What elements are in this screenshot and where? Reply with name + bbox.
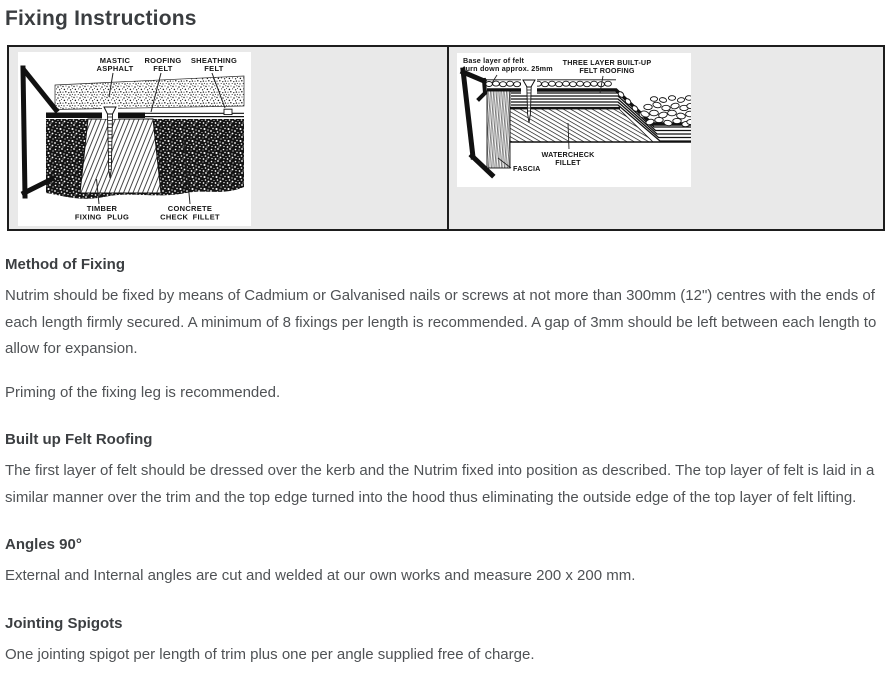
section-paragraph: Nutrim should be fixed by means of Cadmium or Galvanised nails or screws at not more than 300mm (12") centres with the ends of each length firmly secured. A minimum of 8 fixings per length is recommended. A gap of 3mm should be left between each length to allow for expansion. [5,287,877,357]
section-heading: Jointing Spigots [5,614,123,632]
section-angles-90 [5,536,887,590]
mastic-asphalt-layer [55,76,244,110]
fascia-board [487,91,510,168]
section-built-up-felt-roofing [5,431,887,511]
label-mastic-asphalt: MASTIC [99,56,131,65]
page-title: Fixing Instructions [5,7,197,30]
label-base-layer-2: turn down approx. 25mm [463,64,553,73]
figure-cell-left [9,47,449,229]
label-roofing-felt: ROOFING [144,56,182,65]
label-mastic-asphalt-2: ASPHALT [96,64,134,73]
section-heading: Built up Felt Roofing [5,431,153,448]
label-concrete-fillet: CONCRETE [167,204,213,213]
figure-table [7,45,885,231]
stone-chippings [640,96,691,127]
section-paragraph: One jointing spigot per length of trim plus one per angle supplied free of charge. [5,645,535,663]
section-method-of-fixing [5,256,887,406]
label-sheathing-felt: SHEATHING [190,56,238,65]
label-timber-plug: TIMBER [86,204,118,213]
figure-cell-right [449,47,883,229]
section-heading: Method of Fixing [5,256,125,273]
sheathing-felt-notch [224,109,232,114]
label-watercheck-2: FILLET [555,158,581,167]
label-three-layer-2: FELT ROOFING [579,66,635,75]
section-paragraph: The first layer of felt should be dressed over the kerb and the Nutrim fixed into position as described. The top layer of felt is laid in a similar manner over the trim and the top edge turned into the hood thus eliminating the outside edge of the top layer of felt lifting. [5,462,875,506]
asphalt-roof-edge-diagram [18,52,251,226]
label-three-layer: THREE LAYER BUILT-UP [562,58,652,67]
label-watercheck: WATERCHECK [541,150,595,159]
roofing-felt-strip [46,113,244,119]
section-heading: Angles 90° [5,536,82,553]
label-fascia: FASCIA [513,164,541,173]
section-paragraph: External and Internal angles are cut and welded at our own works and measure 200 x 200 mm. [5,567,636,584]
section-jointing-spigots [5,615,887,669]
felt-roof-edge-diagram [457,53,691,187]
section-paragraph: Priming of the fixing leg is recommended. [5,383,281,401]
label-sheathing-felt-2: FELT [204,64,224,73]
label-roofing-felt-2: FELT [153,64,173,73]
label-concrete-fillet-2: CHECK FILLET [160,212,220,222]
label-base-layer: Base layer of felt [463,56,525,65]
timber-fixing-plug [80,119,161,193]
label-timber-plug-2: FIXING PLUG [74,212,130,222]
